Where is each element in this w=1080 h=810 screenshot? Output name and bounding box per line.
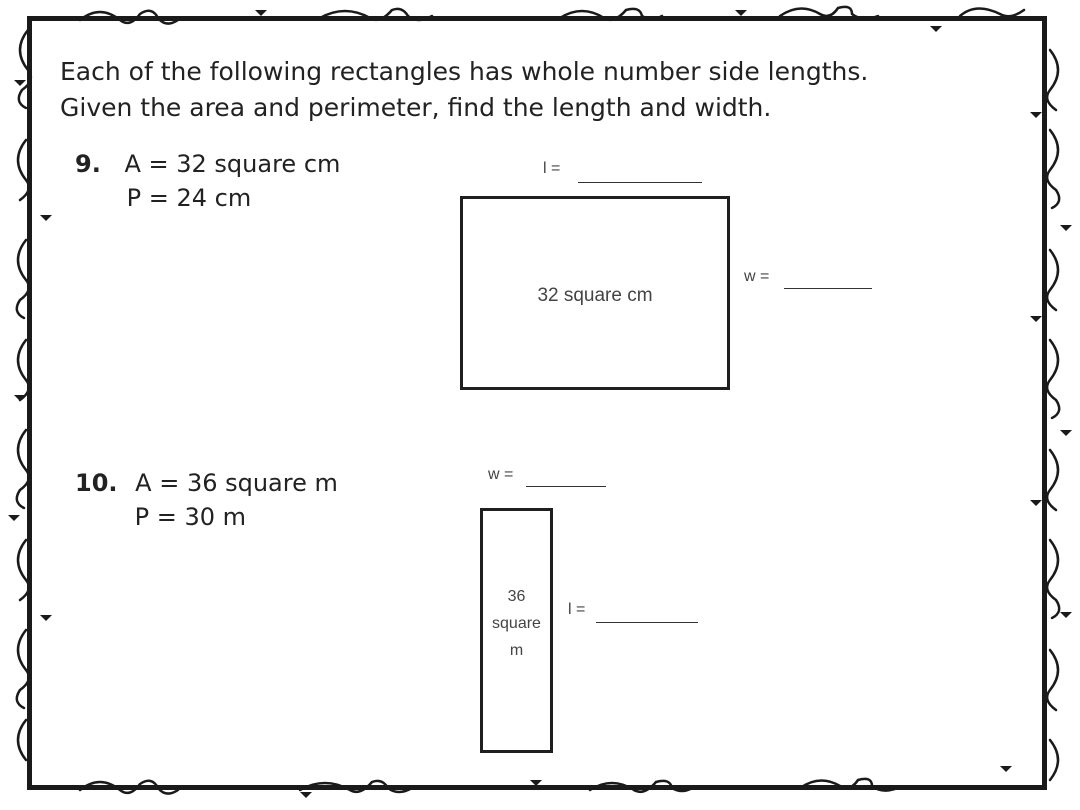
perimeter-text: P = 24 cm: [126, 184, 252, 212]
length-answer-blank-9[interactable]: [578, 182, 702, 183]
rectangle-area-label: 32 square cm: [537, 285, 653, 306]
width-label-10: w =: [488, 466, 514, 483]
rectangle-area-label: [483, 583, 550, 664]
rect-label-line: m: [509, 642, 524, 659]
width-label-9: w =: [744, 268, 770, 285]
rectangle-10: [480, 508, 553, 753]
width-answer-blank-9[interactable]: [784, 288, 872, 289]
width-answer-blank-10[interactable]: [526, 486, 606, 487]
length-label-9: l =: [543, 160, 561, 177]
problem-number: 9.: [75, 150, 101, 178]
problem-10: [75, 466, 338, 534]
perimeter-text: P = 30 m: [134, 503, 247, 531]
rect-label-line: square: [492, 615, 541, 632]
area-text: A = 36 square m: [135, 469, 338, 497]
rect-label-line: 36: [507, 588, 526, 605]
instructions-line-2: Given the area and perimeter, find the length and width.: [60, 93, 772, 122]
instructions-line-1: Each of the following rectangles has whole number side lengths.: [60, 57, 869, 86]
problem-9: [75, 147, 340, 215]
area-text: A = 32 square cm: [124, 150, 341, 178]
length-label-10: l =: [568, 601, 586, 618]
instructions: [60, 54, 1040, 126]
length-answer-blank-10[interactable]: [596, 622, 698, 623]
rectangle-9: [460, 196, 730, 390]
problem-number: 10.: [75, 469, 118, 497]
